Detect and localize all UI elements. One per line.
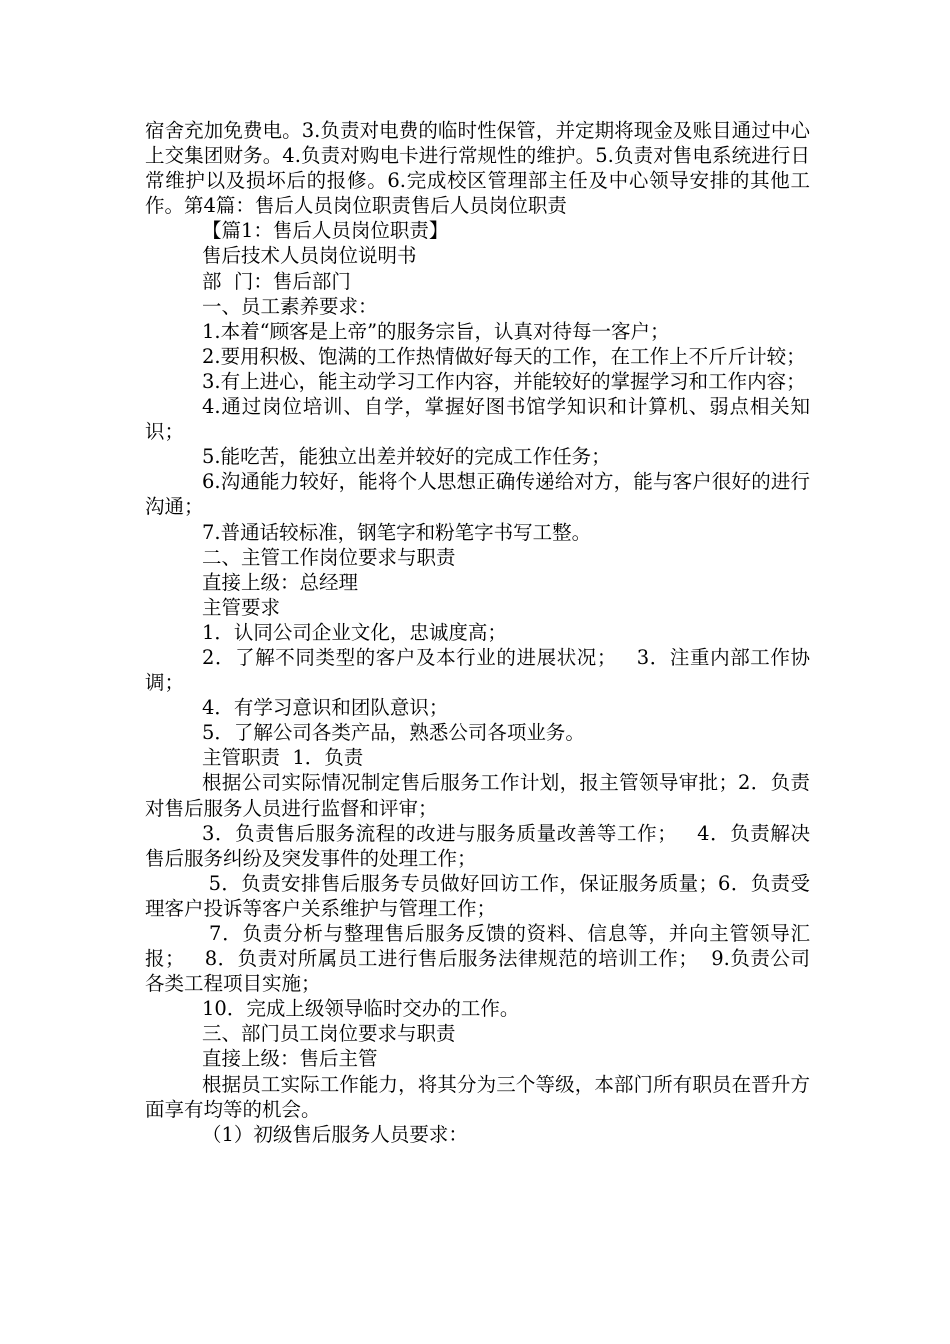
paragraph: 一、员工素养要求： [202, 294, 378, 318]
paragraph: 售后技术人员岗位说明书 [202, 244, 417, 268]
paragraph: 宿舍充加免费电。3.负责对电费的临时性保管，并定期将现金及账目通过中心上交集团财务。4.负责对购电卡进行常规性的维护。5.负责对售电系统进行日常维护以及损坏后的报修。6.完成校区管理部主任及中心领导安排的其他工作。第4篇：售后人员岗位职责售后人员岗位职责 [145, 119, 810, 218]
paragraph: 2．了解不同类型的客户及本行业的进展状况； 3．注重内部工作协调； [145, 645, 810, 695]
paragraph: 1.本着“顾客是上帝”的服务宗旨，认真对待每一客户； [202, 319, 670, 343]
paragraph: 5.能吃苦，能独立出差并较好的完成工作任务； [202, 445, 611, 469]
paragraph: 5．负责安排售后服务专员做好回访工作，保证服务质量；6．负责受理客户投诉等客户关系维护与管理工作； [145, 871, 810, 920]
paragraph: 直接上级：总经理 [202, 570, 359, 594]
paragraph: 主管要求 [202, 595, 281, 619]
paragraph: 二、主管工作岗位要求与职责 [202, 545, 456, 569]
paragraph: 4．有学习意识和团队意识； [202, 696, 449, 720]
paragraph: 根据公司实际情况制定售后服务工作计划，报主管领导审批；2．负责对售后服务人员进行监督和评审； [145, 771, 810, 820]
document-page [145, 118, 810, 1147]
paragraph: 【篇1：售后人员岗位职责】 [202, 219, 449, 243]
paragraph: 1．认同公司企业文化，忠诚度高； [202, 620, 507, 644]
paragraph: 7.普通话较标准，钢笔字和粉笔字书写工整。 [202, 520, 592, 544]
paragraph: 7．负责分析与整理售后服务反馈的资料、信息等，并向主管领导汇报； 8．负责对所属员工进行售后服务法律规范的培训工作； 9.负责公司各类工程项目实施； [145, 922, 810, 996]
paragraph: 3．负责售后服务流程的改进与服务质量改善等工作； 4．负责解决售后服务纠纷及突发事件的处理工作； [145, 821, 810, 870]
paragraph: 根据员工实际工作能力，将其分为三个等级，本部门所有职员在晋升方面享有均等的机会。 [145, 1072, 810, 1121]
paragraph: 10．完成上级领导临时交办的工作。 [202, 997, 520, 1021]
paragraph: 主管职责 1．负责 [202, 746, 364, 770]
paragraph: 4.通过岗位培训、自学，掌握好图书馆学知识和计算机、弱点相关知识； [145, 395, 810, 444]
paragraph: 5．了解公司各类产品，熟悉公司各项业务。 [202, 721, 585, 745]
paragraph: 3.有上进心，能主动学习工作内容，并能较好的掌握学习和工作内容； [202, 369, 806, 393]
paragraph: 2.要用积极、饱满的工作热情做好每天的工作，在工作上不斤斤计较； [202, 344, 806, 368]
paragraph: 部 门：售后部门 [202, 269, 351, 293]
paragraph: 三、部门员工岗位要求与职责 [202, 1022, 456, 1046]
paragraph: 直接上级：售后主管 [202, 1047, 378, 1071]
paragraph: 6.沟通能力较好，能将个人思想正确传递给对方，能与客户很好的进行沟通； [145, 470, 810, 519]
paragraph: （1）初级售后服务人员要求： [202, 1122, 468, 1146]
